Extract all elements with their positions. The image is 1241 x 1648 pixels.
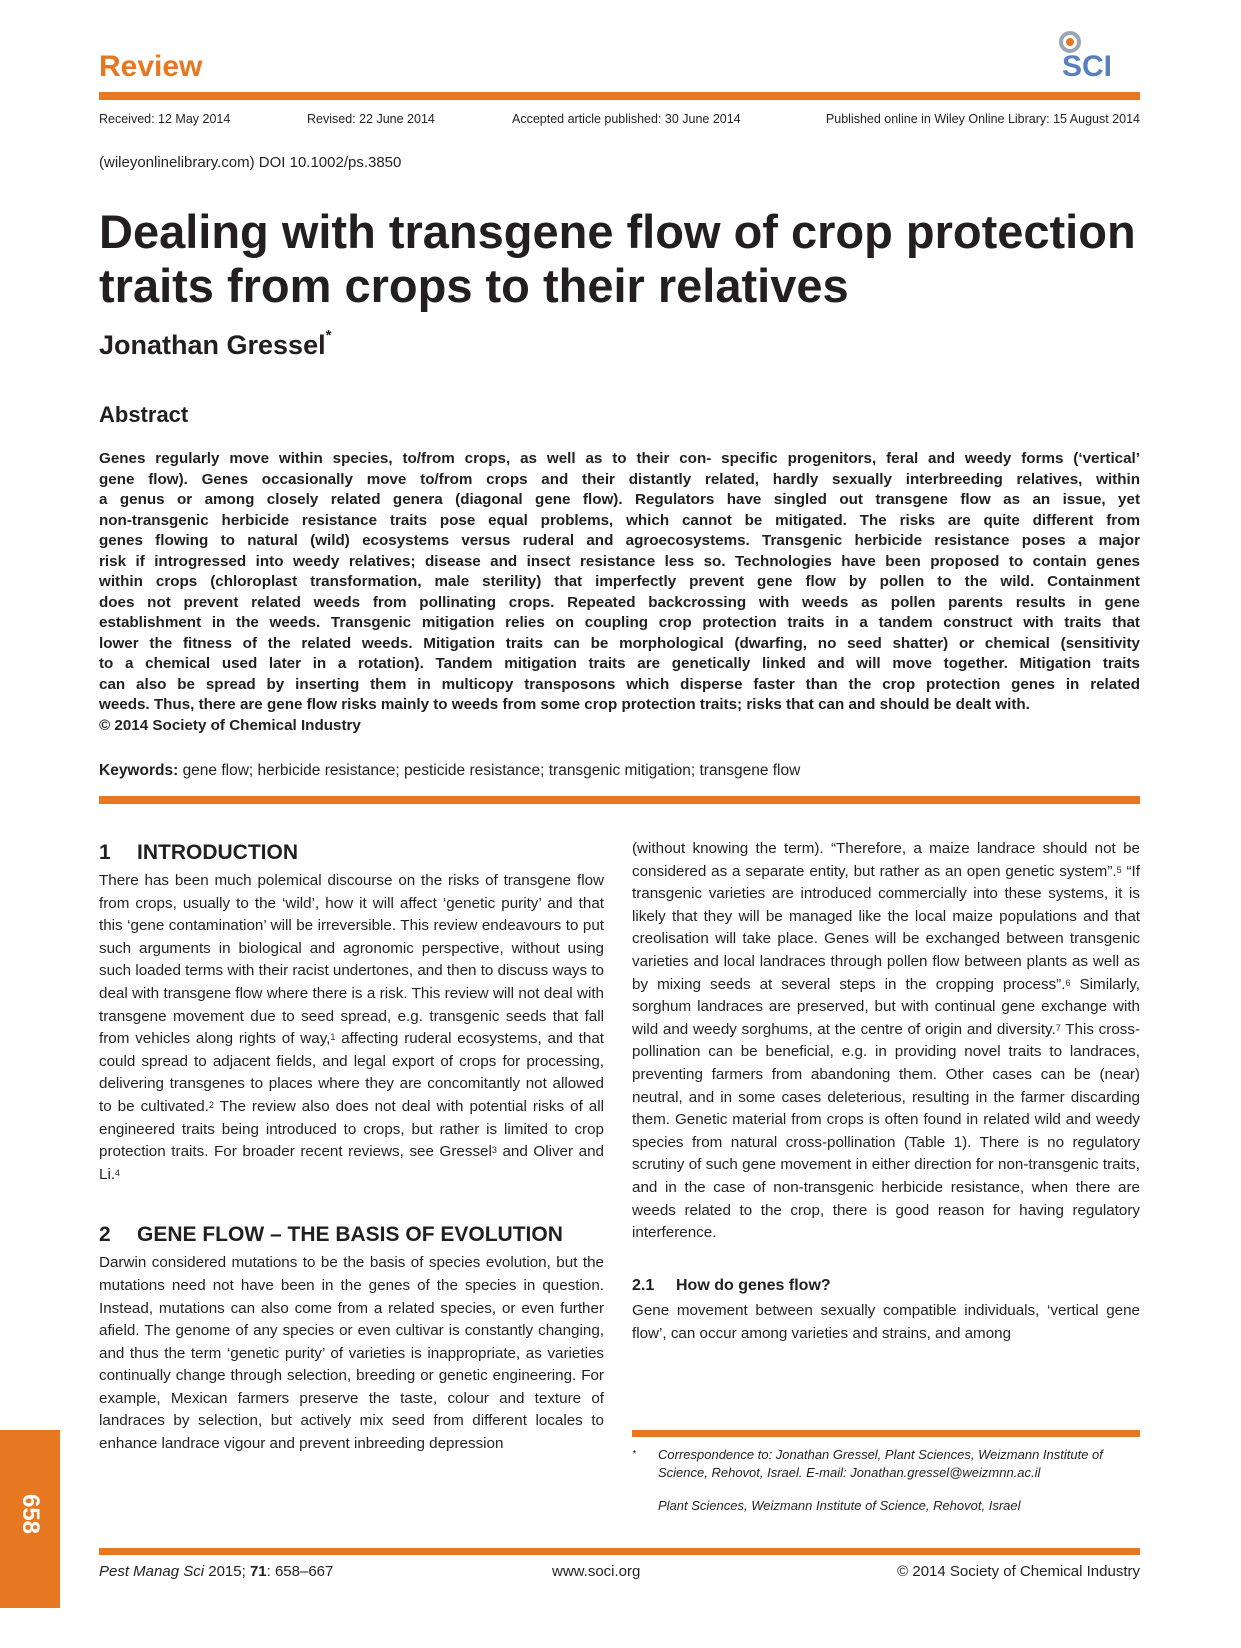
abstract-line: genes flowing to natural (wild) ecosystems versus ruderal and agroecosystems. Transgenic herbicide resistance poses a major <box>99 532 1140 549</box>
journal-citation: Pest Manag Sci 2015; 71: 658–667 <box>99 1563 334 1580</box>
affiliation: Plant Sciences, Weizmann Institute of Science, Rehovot, Israel <box>658 1498 1021 1513</box>
abstract-line: © 2014 Society of Chemical Industry <box>99 716 361 734</box>
section-heading-introduction: 1 INTRODUCTION <box>99 841 298 864</box>
abstract-line: risk if introgressed into weedy relatives; disease and insect resistance less so. Technologies have been proposed to contain genes <box>99 552 1140 570</box>
footer-rule <box>99 1548 1140 1555</box>
received-date: Received: 12 May 2014 <box>99 112 231 126</box>
gene-flow-paragraph: Darwin considered mutations to be the basis of species evolution, but the mutations need not have been in the genes of the species in question. Instead, mutations can also come from a related species, or even further afield. The genome of any species or even cultivar is constantly changing, and thus the term ‘genetic purity’ of varieties is inappropriate, as varieties continually change through selection, breeding or genetic engineering. For example, Mexican farmers preserve the taste, colour and texture of landraces by selection, but actively mix seed from different locales to enhance landrace vigour and prevent inbreeding depression <box>99 1254 604 1453</box>
revised-date: Revised: 22 June 2014 <box>307 112 435 126</box>
abstract-heading: Abstract <box>99 402 189 427</box>
abstract-line: non-transgenic herbicide resistance traits pose equal problems, which cannot be mitigated. The risks are quite different from <box>99 511 1140 529</box>
published-date: Published online in Wiley Online Library: 15 August 2014 <box>825 112 1140 126</box>
left-column <box>99 841 605 1456</box>
author-name: Jonathan Gressel* <box>99 327 332 360</box>
header-rule <box>99 92 1140 100</box>
abstract-line: gene flow). Genes occasionally move to/from crops and their distantly related, hardly sexually interbreeding relatives, within <box>99 470 1140 488</box>
subsection-heading: 2.1 How do genes flow? <box>632 1276 831 1294</box>
correspondence-footnote: * Correspondence to: Jonathan Gressel, Plant Sciences, Weizmann Institute of Science, Rehovot, Israel. E-mail: Jonathan.gressel@weizmnn.ac.il <box>632 1447 1103 1480</box>
author-mark: * <box>325 327 332 344</box>
abstract-text <box>99 449 1140 736</box>
abstract-line: lower the fitness of the related weeds. Mitigation traits can be morphological (dwarfing, no seed shatter) or chemical (sensitivity <box>99 634 1140 652</box>
abstract-line: to a chemical used later in a rotation). Tandem mitigation traits are genetically linked and will move together. Mitigation traits <box>99 655 1140 672</box>
page-number: 658 <box>17 1493 44 1535</box>
abstract-line: a genus or among closely related genera (diagonal gene flow). Regulators have singled out transgene flow as an issue, yet <box>99 491 1140 508</box>
sci-logo <box>1050 28 1140 83</box>
abstract-line: weeds. Thus, there are gene flow risks mainly to weeds from some crop protection traits; risks that can and should be dealt with. <box>99 696 1030 713</box>
section-label: Review <box>99 50 203 83</box>
keywords: Keywords: gene flow; herbicide resistance; pesticide resistance; transgenic mitigation; transgene flow <box>99 762 801 779</box>
abstract-rule <box>99 796 1140 804</box>
introduction-paragraph: There has been much polemical discourse on the risks of transgene flow from crops, usually to the ‘wild’, how it will affect ‘genetic purity’ and that this ‘gene contamination’ will be irreversible. This review endeavours to put such arguments in biological and agronomic perspective, without using such loaded terms with their racist undertones, and then to discuss ways to deal with transgene flow where there is a risk. This review will not deal with transgene movement due to seed spread, e.g. transgenic seeds that fall from vehicles along rights of way,$^1$ affecting ruderal ecosystems, and that could spread to adjacent fields, and legal export of crops for processing, delivering transgenes to places where they are concomitantly not allowed to be cultivated.$^2$ The review also does not deal with potential risks of all engineered traits being introduced to crops, but rather is limited to crop protection traits. For broader recent reviews, see Gressel$^3$ and Oliver and Li.$^4$ <box>99 872 605 1183</box>
right-paragraph: (without knowing the term). “Therefore, a maize landrace should not be considered as a separate entity, but rather as an open genetic system”.$^5$ “If transgenic varieties are introduced commercially into these systems, it is likely that they will be managed like the local maize populations and that creolisation will take place. Genes will be exchanged between transgenic varieties and local landraces through pollen flow between plants as well as by mixing seeds at several steps in the cropping process”.$^6$ Similarly, sorghum landraces are preserved, but with continual gene exchange with wild and weedy sorghums, at the centre of origin and diversity.$^7$ This cross-pollination can be beneficial, e.g. in providing novel traits to landraces, preventing farmers from abandoning them. Other cases can be (near) neutral, and in some cases deleterious, resulting in the farmer discarding them. Genetic material from crops is often found in related wild and weedy species from natural cross-pollination (Table 1). There is no regulatory scrutiny of such gene movement in either direction for non-transgenic traits, and in the case of non-transgenic herbicide resistance, when there are weeds related to the crop, there is good reason for having regulatory interference. <box>632 840 1141 1242</box>
logo-text: SCI <box>1062 50 1113 83</box>
section-heading-gene-flow: 2 GENE FLOW – THE BASIS OF EVOLUTION <box>99 1223 563 1247</box>
abstract-line: establishment in the weeds. Transgenic mitigation relies on coupling crop protection traits in a tandem construct with traits that <box>99 614 1140 631</box>
right-column <box>632 838 1140 1345</box>
abstract-line: Genes regularly move within species, to/from crops, as well as to their con- specific progenitors, feral and weedy forms (‘vertical’ <box>99 450 1140 467</box>
footnote-mark: * <box>632 1449 636 1460</box>
subsection-paragraph: Gene movement between sexually compatible individuals, ‘vertical gene flow’, can occur among varieties and strains, and among <box>632 1302 1140 1342</box>
abstract-line: within crops (chloroplast transformation, male sterility) that imperfectly prevent gene flow by pollen to the wild. Containment <box>99 573 1140 590</box>
doi: (wileyonlinelibrary.com) DOI 10.1002/ps.3850 <box>99 154 402 171</box>
copyright: © 2014 Society of Chemical Industry <box>897 1563 1140 1580</box>
accepted-date: Accepted article published: 30 June 2014 <box>512 112 741 126</box>
abstract-line: does not prevent related weeds from pollinating crops. Repeated backcrossing with weeds as pollen parents results in gene <box>99 593 1140 611</box>
footnote-rule <box>632 1430 1140 1437</box>
website: www.soci.org <box>552 1563 641 1580</box>
article-title: Dealing with transgene flow of crop protection traits from crops to their relatives <box>99 205 1136 312</box>
abstract-line: can also be spread by inserting them in multicopy transposons which disperse faster than the crop protection genes in related <box>99 675 1140 693</box>
